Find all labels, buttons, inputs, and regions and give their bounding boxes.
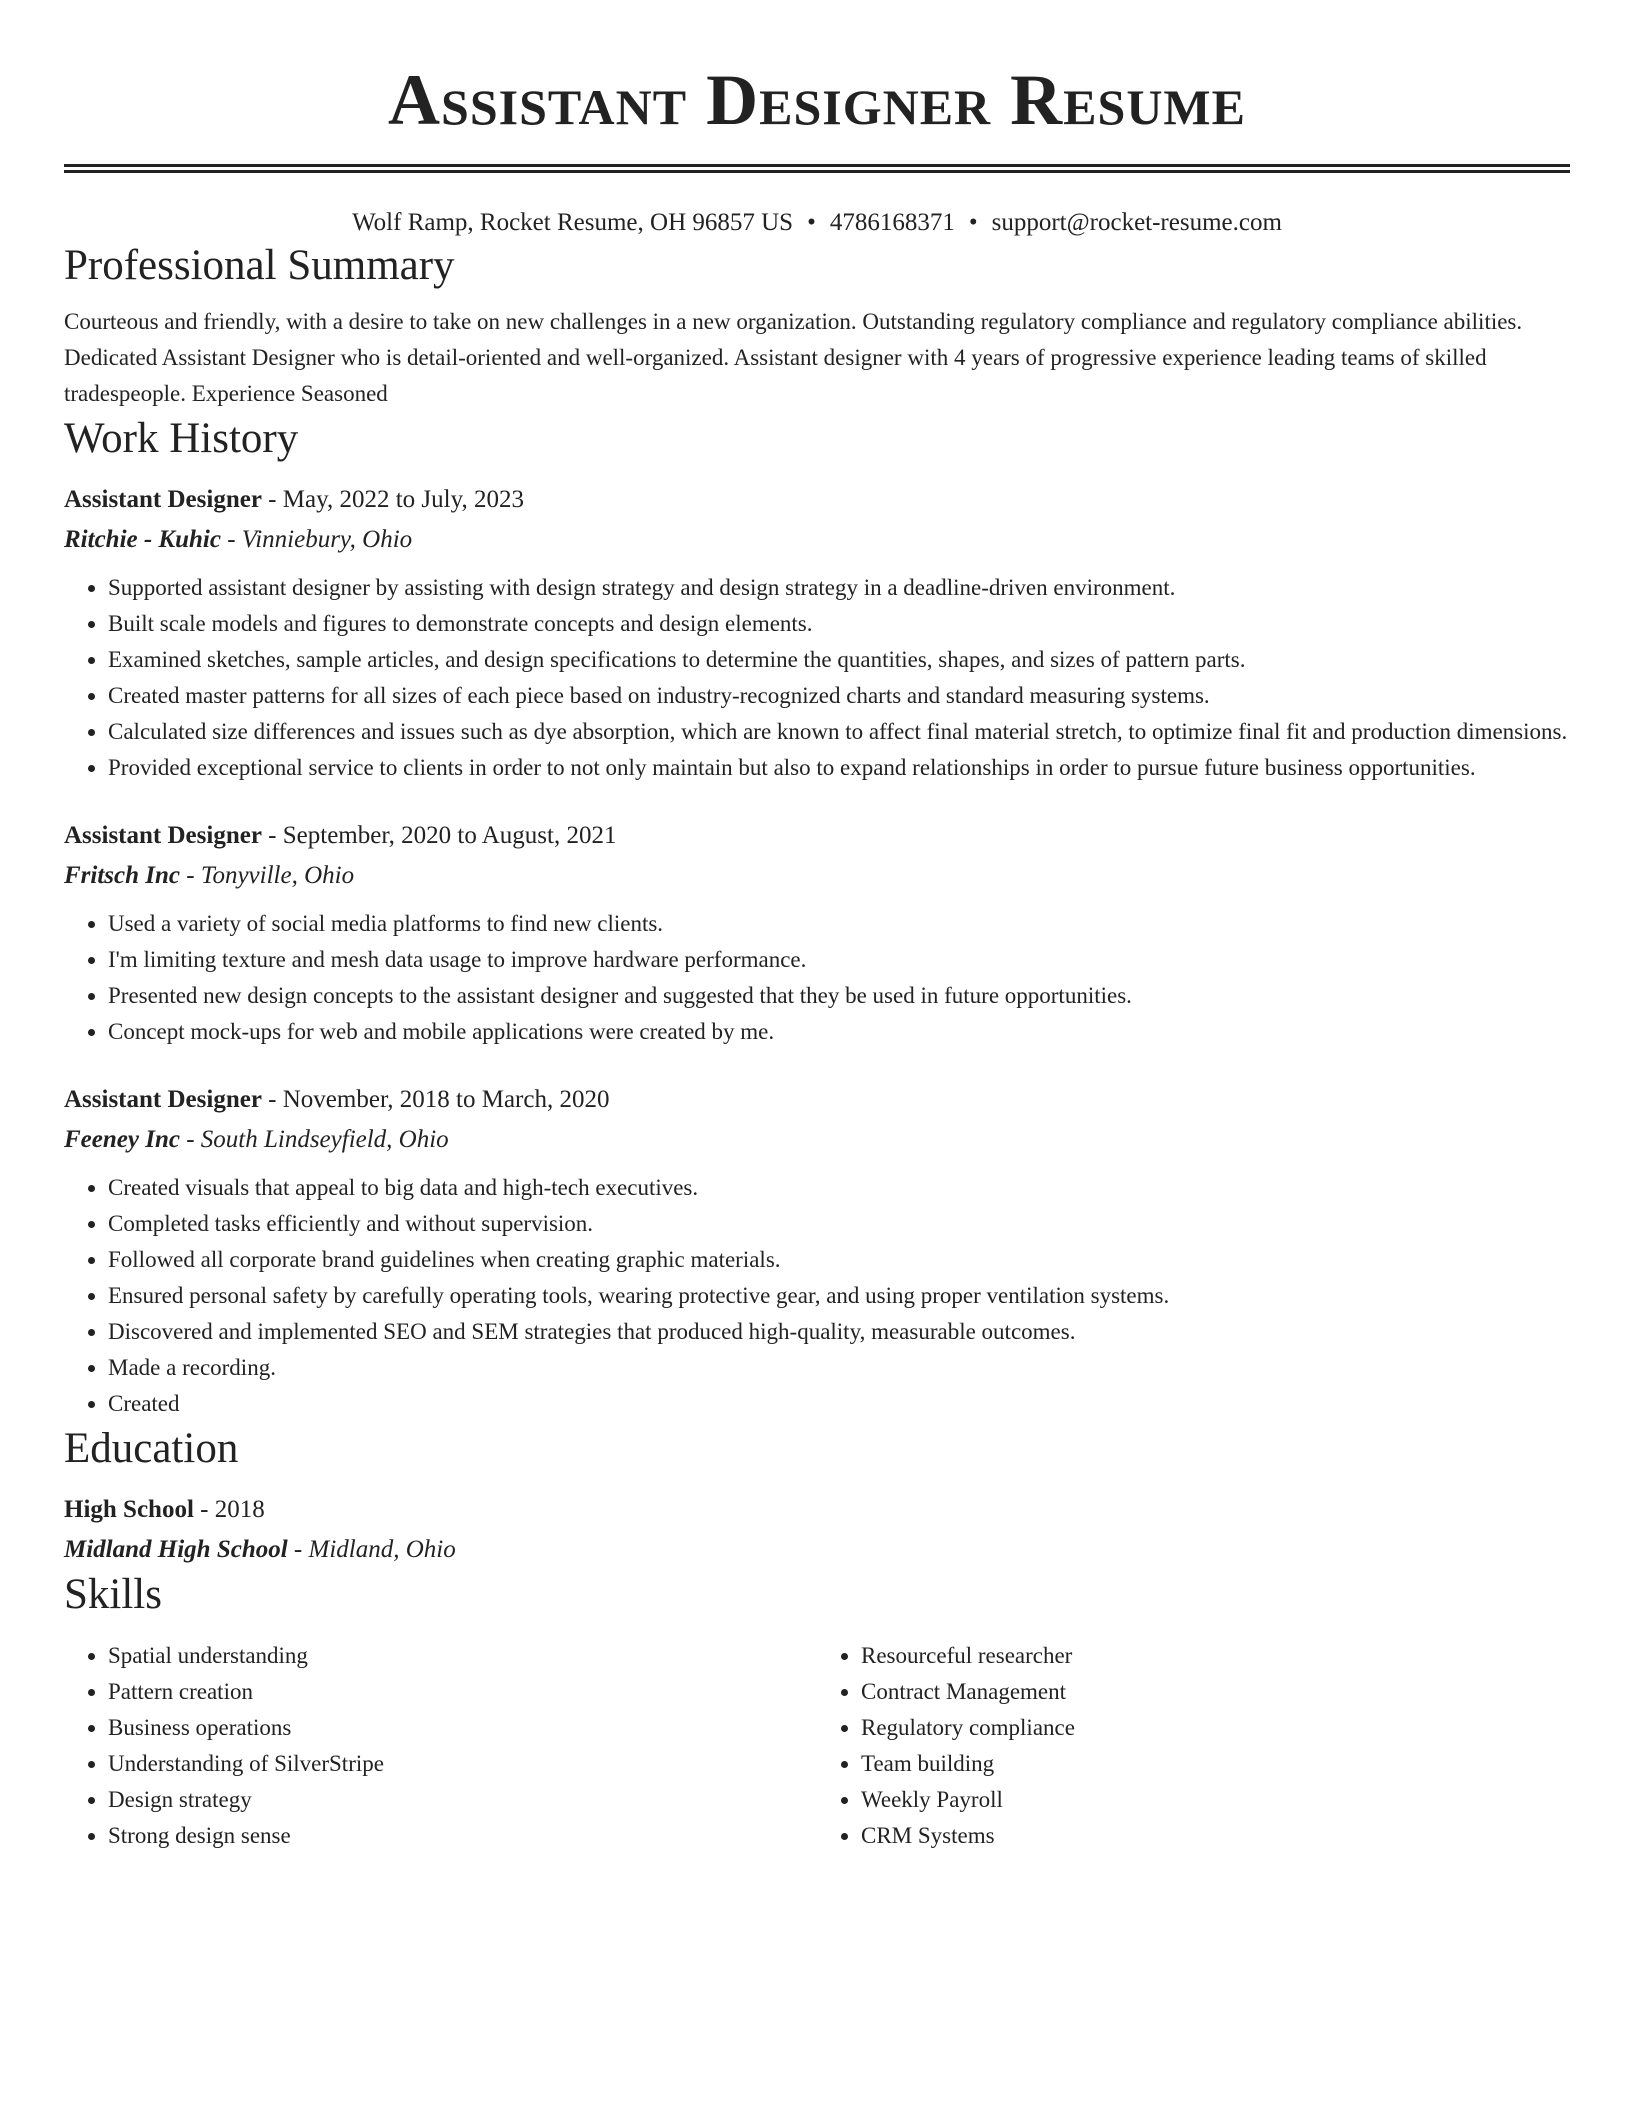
employer-location: Vinniebury, Ohio (241, 526, 413, 553)
contact-phone: 4786168371 (829, 209, 955, 236)
skill-item: • Contract Management (861, 1674, 1570, 1710)
job-dates: May, 2022 to July, 2023 (282, 486, 524, 513)
job-dash: - (261, 486, 283, 513)
job-bullet: • Built scale models and figures to demonstrate concepts and design elements. (108, 606, 1570, 642)
skill-item: • Spatial understanding (108, 1638, 817, 1674)
skill-item: • Understanding of SilverStripe (108, 1746, 817, 1782)
skill-item: • Business operations (108, 1710, 817, 1746)
employer-name: Ritchie - Kuhic (64, 526, 221, 553)
skills-heading: Skills (64, 1571, 162, 1618)
contact-address: Wolf Ramp, Rocket Resume, OH 96857 US (352, 209, 794, 236)
contact-separator: • (807, 209, 816, 236)
job-bullet: • Used a variety of social media platforms to find new clients. (108, 906, 1570, 942)
job-dash: - (261, 822, 283, 849)
contact-email: support@rocket-resume.com (991, 209, 1282, 236)
resume-page (64, 0, 1570, 1854)
job-bullet: • Calculated size differences and issues such as dye absorption, which are known to affect final material stretch, to optimize final fit and production dimensions. (108, 714, 1570, 750)
job-title-line (64, 482, 1570, 518)
education-entry (64, 1492, 1570, 1568)
job-bullet: • Made a recording. (108, 1350, 1570, 1386)
skills-list (817, 1638, 1570, 1854)
job-bullet: • I'm limiting texture and mesh data usage to improve hardware performance. (108, 942, 1570, 978)
job-dash: - (261, 1086, 283, 1113)
skills-column-left (64, 1638, 817, 1854)
skill-item: • Pattern creation (108, 1674, 817, 1710)
skill-item: • Regulatory compliance (861, 1710, 1570, 1746)
job-bullet: • Provided exceptional service to clients in order to not only maintain but also to expand relationships in order to pursue future business opportunities. (108, 750, 1570, 786)
employer-dash: - (220, 526, 242, 553)
skill-item: • Team building (861, 1746, 1570, 1782)
job-role: Assistant Designer (64, 1086, 262, 1113)
job-entry (64, 482, 1570, 786)
job-bullet: • Created (108, 1386, 1570, 1422)
degree-line (64, 1492, 1570, 1528)
employer-dash: - (179, 1126, 201, 1153)
job-bullet: • Followed all corporate brand guidelines when creating graphic materials. (108, 1242, 1570, 1278)
employer-line (64, 858, 1570, 894)
skills-grid (64, 1638, 1570, 1854)
contact-separator: • (968, 209, 978, 236)
job-bullets (64, 1170, 1570, 1422)
skill-item: • Weekly Payroll (861, 1782, 1570, 1818)
job-bullet: • Examined sketches, sample articles, and design specifications to determine the quantities, shapes, and sizes of pattern parts. (108, 642, 1570, 678)
employer-name: Feeney Inc (64, 1126, 180, 1153)
job-role: Assistant Designer (64, 486, 262, 513)
job-bullet: • Created visuals that appeal to big data and high-tech executives. (108, 1170, 1570, 1206)
job-bullet: • Completed tasks efficiently and without supervision. (108, 1206, 1570, 1242)
job-bullets (64, 906, 1570, 1050)
employer-location: South Lindseyfield, Ohio (200, 1126, 449, 1153)
job-dates: November, 2018 to March, 2020 (282, 1086, 610, 1113)
skill-item: • Resourceful researcher (861, 1638, 1570, 1674)
job-bullet: • Ensured personal safety by carefully operating tools, wearing protective gear, and using proper ventilation systems. (108, 1278, 1570, 1314)
title-divider (64, 164, 1570, 173)
job-entry (64, 1082, 1570, 1422)
job-bullet: • Concept mock-ups for web and mobile applications were created by me. (108, 1014, 1570, 1050)
degree-name: High School (64, 1496, 194, 1523)
job-bullet: • Presented new design concepts to the assistant designer and suggested that they be used in future opportunities. (108, 978, 1570, 1014)
school-dash: - (287, 1536, 309, 1563)
job-bullet: • Created master patterns for all sizes of each piece based on industry-recognized charts and standard measuring systems. (108, 678, 1570, 714)
skills-list (64, 1638, 817, 1854)
skill-item: • CRM Systems (861, 1818, 1570, 1854)
school-location: Midland, Ohio (308, 1536, 456, 1563)
degree-dash: - (193, 1496, 215, 1523)
degree-year: 2018 (214, 1496, 265, 1523)
employer-dash: - (180, 862, 201, 889)
employer-name: Fritsch Inc (64, 862, 181, 889)
job-bullet: • Supported assistant designer by assisting with design strategy and design strategy in a deadline-driven environment. (108, 570, 1570, 606)
job-dates: September, 2020 to August, 2021 (282, 822, 617, 849)
job-bullet: • Discovered and implemented SEO and SEM strategies that produced high-quality, measurable outcomes. (108, 1314, 1570, 1350)
summary-text: Courteous and friendly, with a desire to take on new challenges in a new organization. Outstanding regulatory compliance and regulatory compliance abilities. Dedicated Assistant Designer who is detail-oriented and well-organized. Assistant designer with 4 years of progressive experience leading teams of skilled tradespeople. Experience Seasoned (64, 309, 1523, 406)
employer-line (64, 522, 1570, 558)
skill-item: • Design strategy (108, 1782, 817, 1818)
job-title-line (64, 818, 1570, 854)
job-bullets (64, 570, 1570, 786)
employer-line (64, 1122, 1570, 1158)
job-title-line (64, 1082, 1570, 1118)
work-history-heading: Work History (64, 415, 299, 462)
summary-heading: Professional Summary (64, 242, 455, 289)
education-heading: Education (64, 1425, 239, 1472)
school-name: Midland High School (64, 1536, 288, 1563)
skill-item: • Strong design sense (108, 1818, 817, 1854)
job-entry (64, 818, 1570, 1050)
skills-column-right (817, 1638, 1570, 1854)
employer-location: Tonyville, Ohio (200, 862, 355, 889)
school-line (64, 1532, 1570, 1568)
contact-line (64, 207, 1570, 239)
resume-title: Assistant Designer Resume (388, 60, 1246, 140)
job-role: Assistant Designer (64, 822, 262, 849)
